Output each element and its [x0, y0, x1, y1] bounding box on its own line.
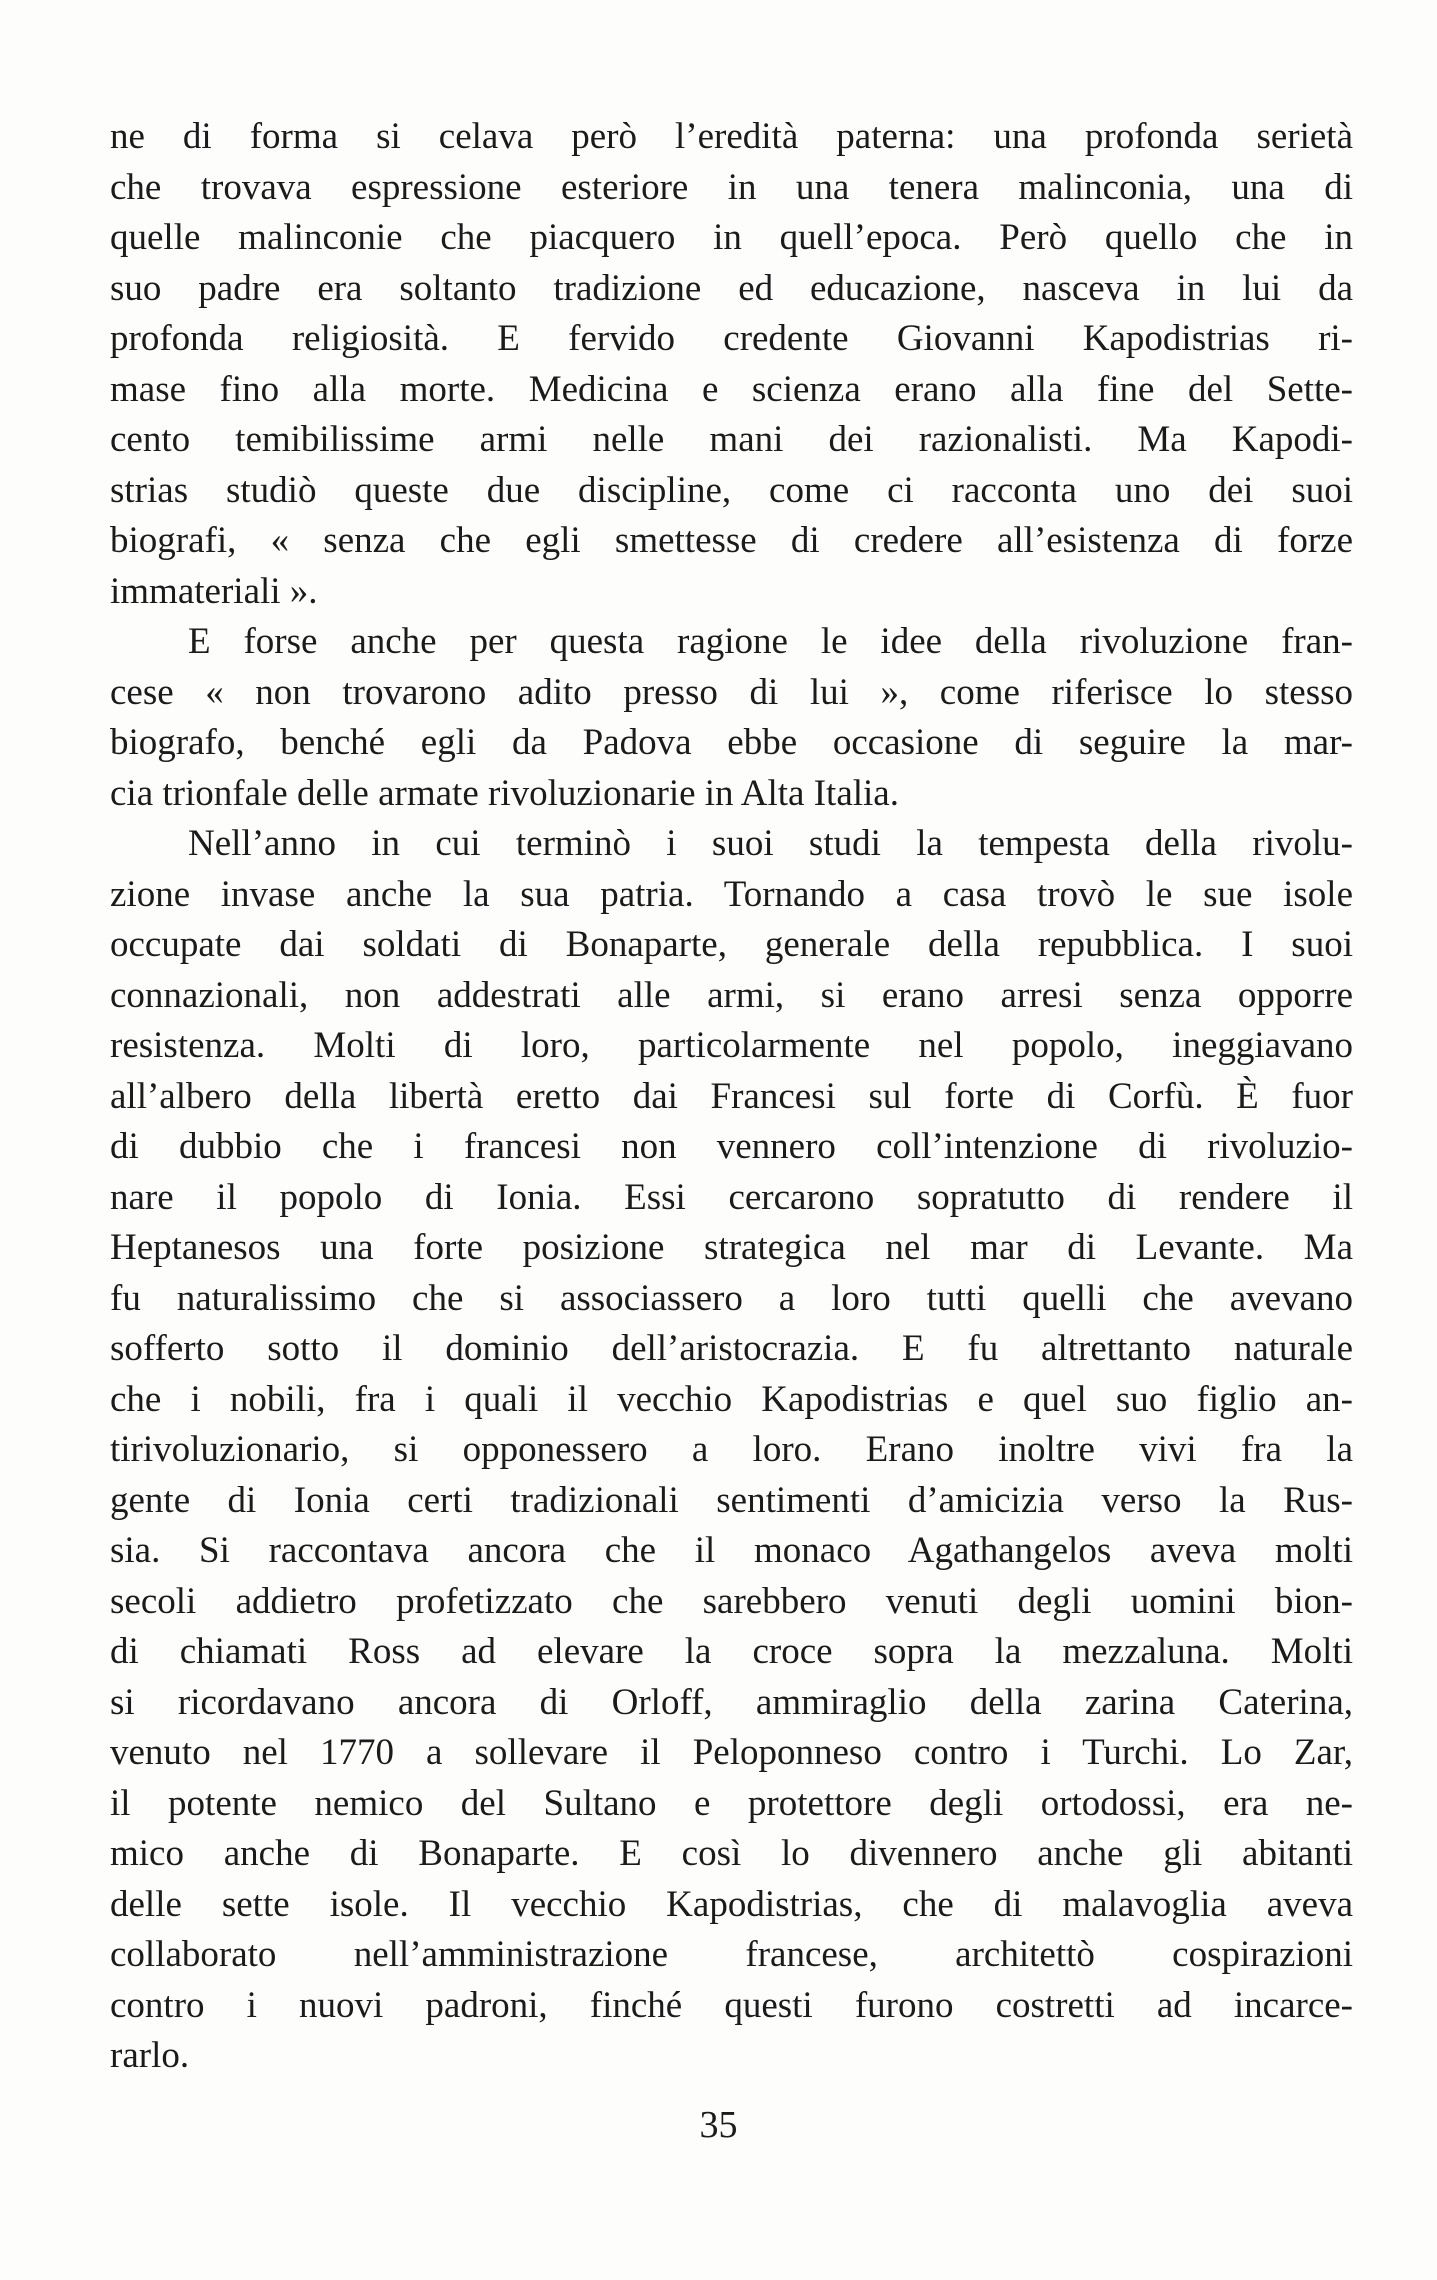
text-line: biografi, « senza che egli smettesse di credere all’esistenza di forze: [110, 520, 1353, 561]
text-line: secoli addietro profetizzato che sarebbero venuti degli uomini bion-: [110, 1580, 1353, 1622]
text-line: di dubbio che i francesi non vennero coll’intenzione di rivoluzio-: [110, 1126, 1353, 1167]
text-line: cia trionfale delle armate rivoluzionarie in Alta Italia.: [110, 772, 899, 814]
text-line: fu naturalissimo che si associassero a loro tutti quelli che avevano: [110, 1277, 1353, 1319]
text-line: contro i nuovi padroni, finché questi furono costretti ad incarce-: [110, 1984, 1353, 2026]
text-line: collaborato nell’amministrazione francese, architettò cospirazioni: [110, 1934, 1353, 1975]
text-line: si ricordavano ancora di Orloff, ammiraglio della zarina Caterina,: [110, 1681, 1353, 1723]
text-line: zione invase anche la sua patria. Tornando a casa trovò le sue isole: [110, 873, 1353, 915]
text-line: Nell’anno in cui terminò i suoi studi la tempesta della rivolu-: [188, 823, 1353, 864]
body-text: [110, 112, 1353, 2082]
text-line: ne di forma si celava però l’eredità paterna: una profonda serietà: [110, 116, 1353, 157]
text-line: suo padre era soltanto tradizione ed educazione, nasceva in lui da: [110, 267, 1353, 309]
text-line: che i nobili, fra i quali il vecchio Kapodistrias e quel suo figlio an-: [110, 1378, 1353, 1420]
text-line: resistenza. Molti di loro, particolarmente nel popolo, ineggiavano: [110, 1025, 1353, 1066]
text-line: occupate dai soldati di Bonaparte, generale della repubblica. I suoi: [110, 924, 1353, 965]
text-line: quelle malinconie che piacquero in quell’epoca. Però quello che in: [110, 217, 1353, 258]
text-line: mico anche di Bonaparte. E così lo divennero anche gli abitanti: [110, 1833, 1353, 1874]
text-line: che trovava espressione esteriore in una tenera malinconia, una di: [110, 166, 1353, 208]
text-line: E forse anche per questa ragione le idee della rivoluzione fran-: [188, 621, 1353, 662]
page-number: 35: [699, 2104, 738, 2146]
paragraph-2: [110, 617, 1353, 819]
text-line: cese « non trovarono adito presso di lui », come riferisce lo stesso: [110, 671, 1353, 713]
paragraph-3: [110, 819, 1353, 2082]
text-line: all’albero della libertà eretto dai Francesi sul forte di Corfù. È fuor: [110, 1075, 1353, 1117]
text-line: biografo, benché egli da Padova ebbe occasione di seguire la mar-: [110, 722, 1353, 763]
text-line: il potente nemico del Sultano e protettore degli ortodossi, era ne-: [110, 1782, 1353, 1824]
text-line: tirivoluzionario, si opponessero a loro. Erano inoltre vivi fra la: [110, 1429, 1353, 1470]
paragraph-1: [110, 112, 1353, 617]
text-line: sia. Si raccontava ancora che il monaco Agathangelos aveva molti: [110, 1530, 1353, 1571]
text-line: profonda religiosità. E fervido credente Giovanni Kapodistrias ri-: [110, 318, 1353, 359]
text-line: sofferto sotto il dominio dell’aristocrazia. E fu altrettanto naturale: [110, 1328, 1353, 1369]
text-line: Heptanesos una forte posizione strategica nel mar di Levante. Ma: [110, 1227, 1353, 1268]
text-line: immateriali ».: [110, 570, 318, 612]
text-line: rarlo.: [110, 2035, 190, 2076]
text-line: delle sette isole. Il vecchio Kapodistrias, che di malavoglia aveva: [110, 1883, 1353, 1925]
text-line: venuto nel 1770 a sollevare il Peloponneso contro i Turchi. Lo Zar,: [110, 1732, 1353, 1773]
text-line: cento temibilissime armi nelle mani dei razionalisti. Ma Kapodi-: [110, 419, 1353, 460]
text-line: strias studiò queste due discipline, come ci racconta uno dei suoi: [110, 469, 1353, 511]
text-line: mase fino alla morte. Medicina e scienza erano alla fine del Sette-: [110, 368, 1353, 410]
text-line: gente di Ionia certi tradizionali sentimenti d’amicizia verso la Rus-: [110, 1479, 1353, 1521]
text-line: di chiamati Ross ad elevare la croce sopra la mezzaluna. Molti: [110, 1631, 1353, 1672]
text-line: connazionali, non addestrati alle armi, si erano arresi senza opporre: [110, 974, 1353, 1016]
text-line: nare il popolo di Ionia. Essi cercarono sopratutto di rendere il: [110, 1176, 1353, 1218]
